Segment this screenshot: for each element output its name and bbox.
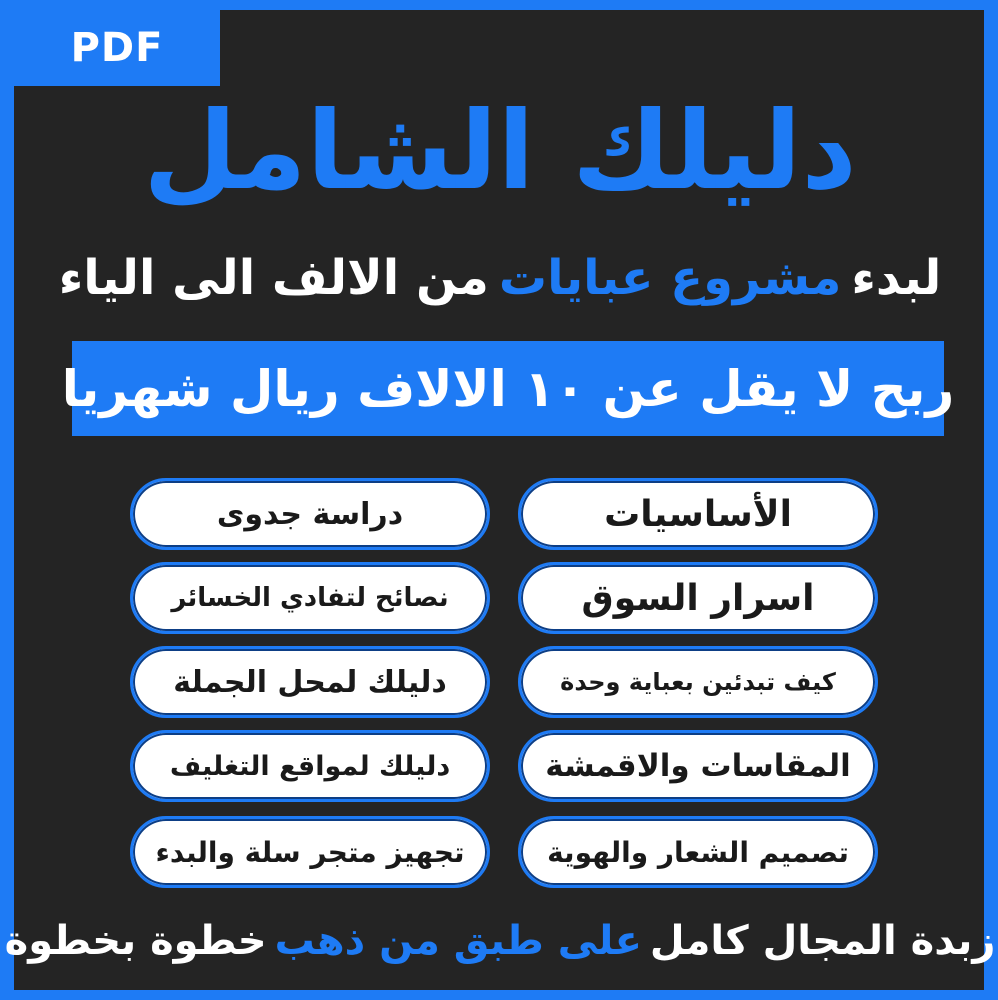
topic-avoid-losses: نصائح لتفادي الخسائر	[130, 562, 490, 634]
topic-start-one-abaya: كيف تبدئين بعباية وحدة	[518, 646, 878, 718]
subtitle-highlight: مشروع عبايات	[498, 250, 842, 306]
footer-before: زبدة المجال كامل	[649, 918, 996, 964]
footer-after: خطوة بخطوة	[4, 918, 267, 964]
footer-tagline	[4, 906, 996, 976]
main-title: دليلك الشامل	[143, 89, 857, 214]
profit-banner: ربح لا يقل عن ١٠ الالاف ريال شهريا	[72, 341, 944, 436]
topic-feasibility-study: دراسة جدوى	[130, 478, 490, 550]
topic-logo-identity: تصميم الشعار والهوية	[518, 816, 878, 888]
topic-packaging-guide: دليلك لمواقع التغليف	[130, 730, 490, 802]
subtitle-after: من الالف الى الياء	[58, 250, 489, 306]
topic-market-secrets: اسرار السوق	[518, 562, 878, 634]
subtitle-before: لبدء	[851, 250, 942, 306]
topic-salla-store: تجهيز متجر سلة والبدء	[130, 816, 490, 888]
topic-wholesale-guide: دليلك لمحل الجملة	[130, 646, 490, 718]
subtitle	[60, 238, 940, 318]
footer-highlight: على طبق من ذهب	[274, 918, 642, 964]
pdf-badge: PDF	[14, 10, 220, 86]
topic-sizes-fabrics: المقاسات والاقمشة	[518, 730, 878, 802]
topic-basics: الأساسيات	[518, 478, 878, 550]
